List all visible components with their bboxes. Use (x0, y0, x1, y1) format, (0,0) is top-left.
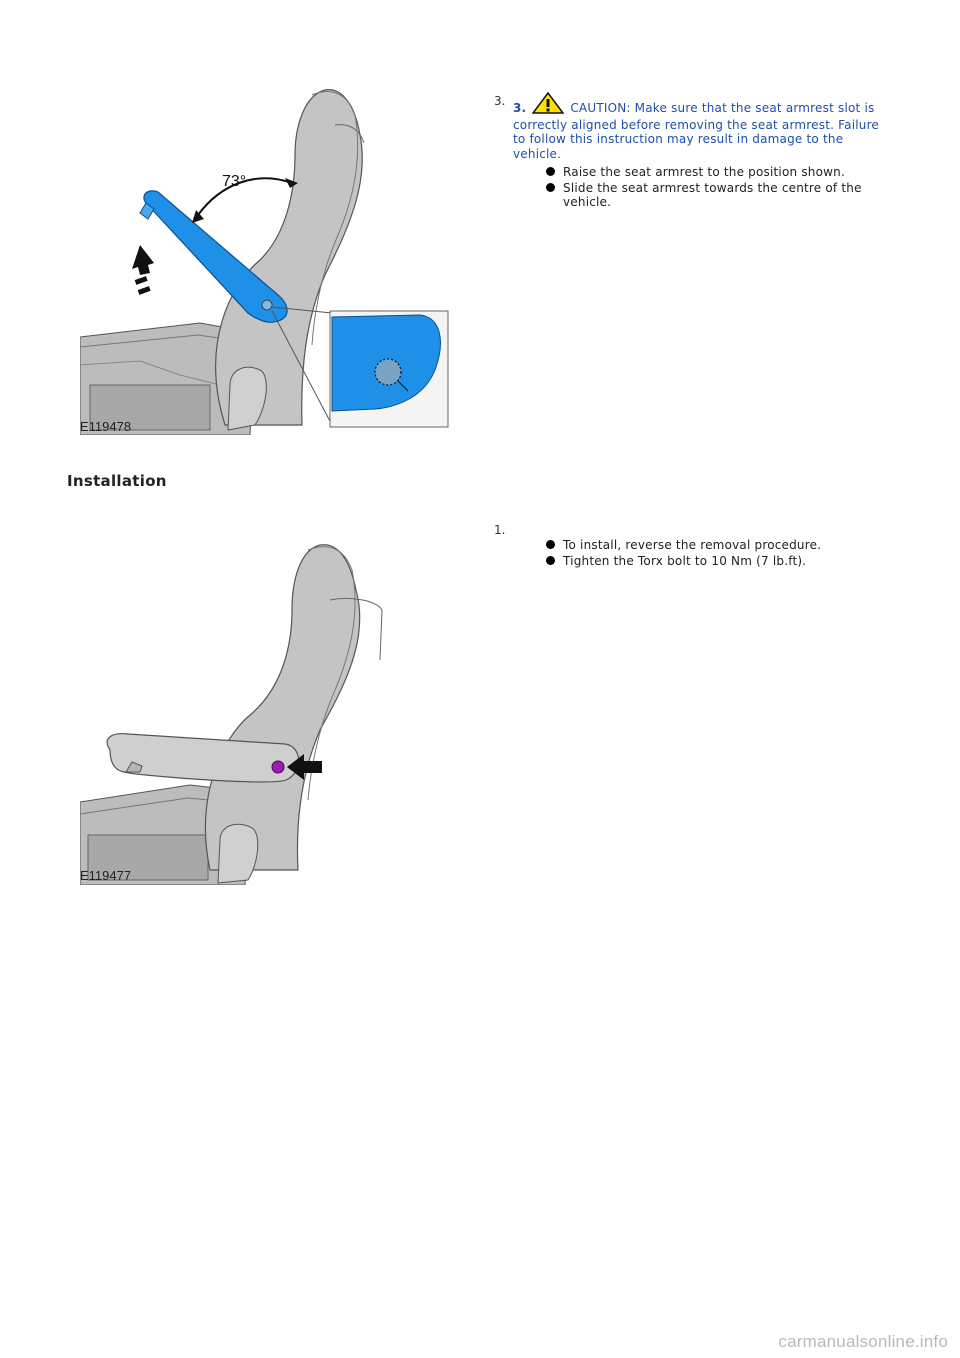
list-item (546, 554, 891, 568)
figure-armrest-raised (80, 85, 452, 435)
list-item (546, 165, 891, 179)
step-number: 3. (494, 94, 506, 108)
list-item (546, 181, 891, 209)
list-item (546, 538, 891, 552)
figure-id: E119477 (80, 868, 132, 883)
bullet-text: Tighten the Torx bolt to 10 Nm (7 lb.ft). (563, 554, 807, 568)
figure-id: E119478 (80, 419, 132, 434)
bullet-text: Slide the seat armrest towards the centre of the vehicle. (563, 181, 862, 209)
caution-block (513, 92, 888, 161)
section-title-installation: Installation (67, 472, 167, 490)
warning-triangle-icon (532, 92, 564, 118)
step3-bullet-list (546, 165, 891, 211)
bullet-dot-icon (546, 167, 555, 176)
bullet-dot-icon (546, 183, 555, 192)
bullet-text: To install, reverse the removal procedure. (563, 538, 822, 552)
lift-arrow-icon (132, 245, 154, 295)
step-number: 1. (494, 523, 506, 537)
bullet-dot-icon (546, 556, 555, 565)
angle-label: 73° (222, 173, 247, 190)
figure-armrest-lowered (80, 540, 390, 885)
bullet-dot-icon (546, 540, 555, 549)
bullet-text: Raise the seat armrest to the position shown. (563, 165, 845, 179)
bolt-marker (272, 761, 284, 773)
watermark: carmanualsonline.info (778, 1332, 948, 1351)
caution-text: CAUTION: Make sure that the seat armrest slot is correctly aligned before removing the seat armrest. Failure to follow this instruction may result in damage to the vehicle. (513, 101, 880, 161)
step1-bullet-list (546, 538, 891, 570)
caution-step-number: 3. (513, 101, 527, 115)
